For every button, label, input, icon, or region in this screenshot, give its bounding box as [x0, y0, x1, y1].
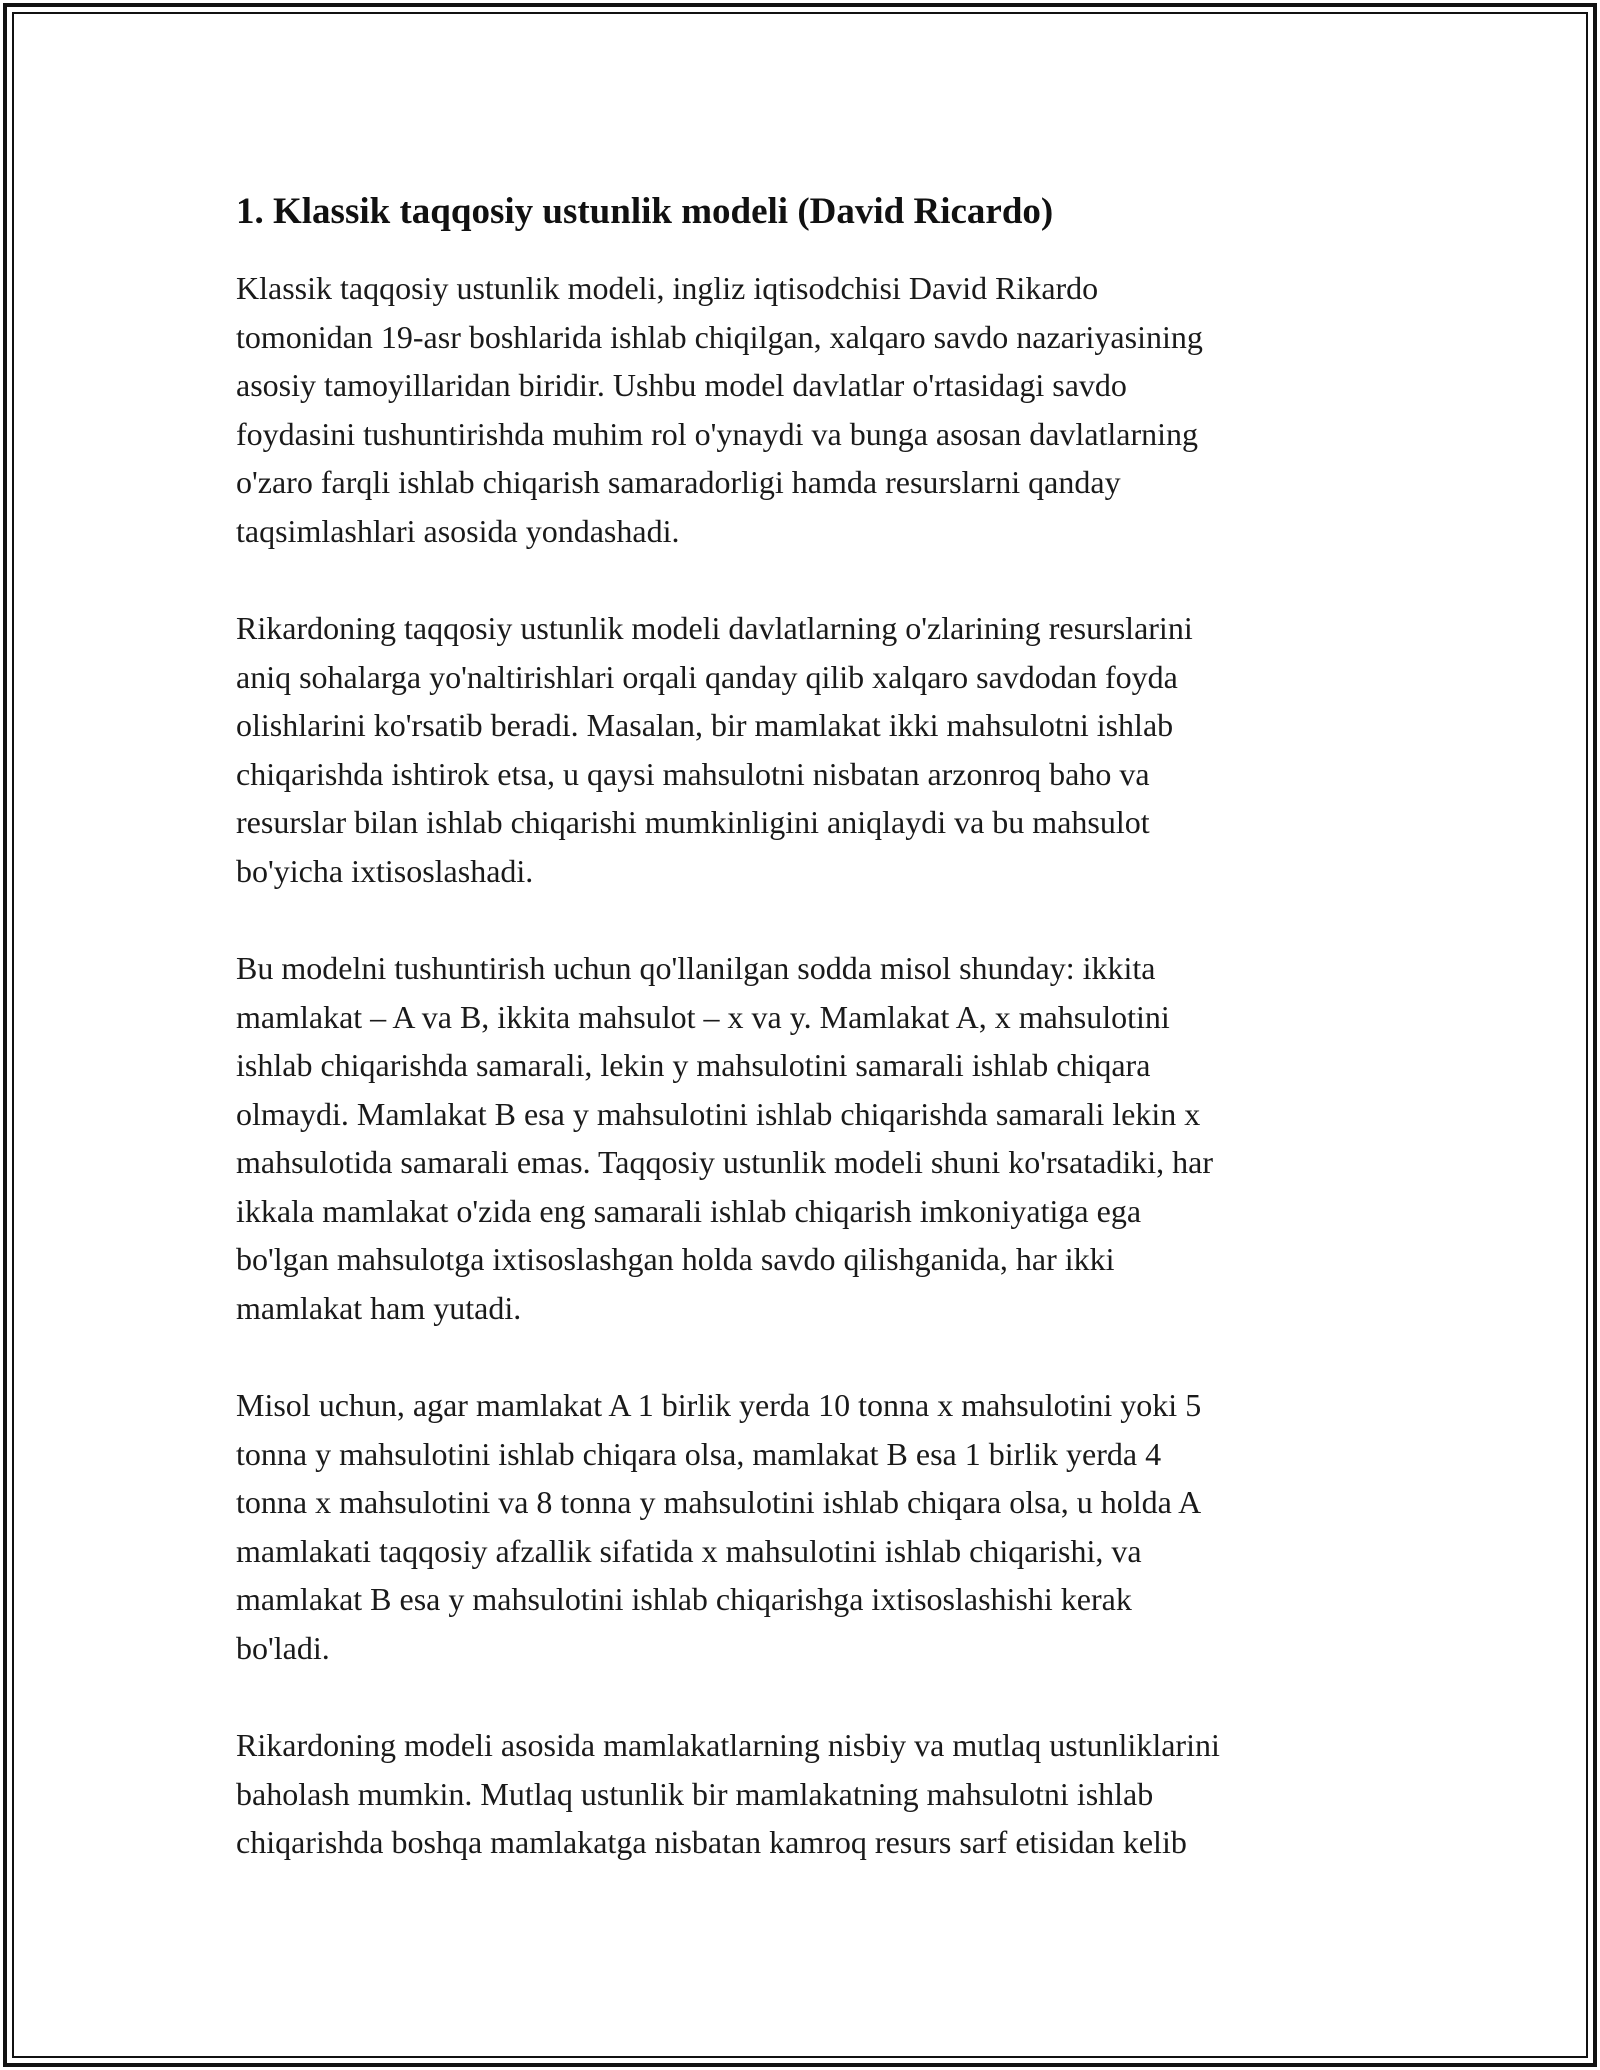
text-line: mamlakat – A va B, ikkita mahsulot – x va y. Mamlakat A, x mahsulotini — [236, 998, 1170, 1035]
text-line: ishlab chiqarishda samarali, lekin y mahsulotini samarali ishlab chiqara — [236, 1047, 1151, 1083]
text-line: tomonidan 19-asr boshlarida ishlab chiqilgan, xalqaro savdo nazariyasining — [236, 318, 1203, 355]
text-line: asosiy tamoyillaridan biridir. Ushbu model davlatlar o'rtasidagi savdo — [236, 367, 1127, 403]
text-line: baholash mumkin. Mutlaq ustunlik bir mamlakatning mahsulotni ishlab — [236, 1775, 1154, 1812]
paragraph — [236, 1721, 1376, 1867]
text-line: chiqarishda boshqa mamlakatga nisbatan kamroq resurs sarf etisidan kelib — [236, 1824, 1187, 1860]
text-line: Bu modelni tushuntirish uchun qo'llanilgan sodda misol shunday: ikkita — [236, 950, 1156, 986]
text-line: olishlarini ko'rsatib beradi. Masalan, bir mamlakat ikki mahsulotni ishlab — [236, 707, 1174, 743]
text-line: tonna y mahsulotini ishlab chiqara olsa, mamlakat B esa 1 birlik yerda 4 — [236, 1435, 1162, 1472]
text-line: mamlakat ham yutadi. — [236, 1289, 522, 1326]
section-heading: 1. Klassik taqqosiy ustunlik modeli (David Ricardo) — [236, 191, 1054, 232]
text-line: ikkala mamlakat o'zida eng samarali ishlab chiqarish imkoniyatiga ega — [236, 1192, 1142, 1229]
text-line: Klassik taqqosiy ustunlik modeli, ingliz iqtisodchisi David Rikardo — [236, 270, 1099, 306]
text-line: foydasini tushuntirishda muhim rol o'ynaydi va bunga asosan davlatlarning — [236, 415, 1199, 452]
paragraph — [236, 944, 1376, 1332]
text-line: bo'yicha ixtisoslashadi. — [236, 852, 534, 889]
text-line: chiqarishda ishtirok etsa, u qaysi mahsulotni nisbatan arzonroq baho va — [236, 755, 1150, 792]
text-line: Rikardoning modeli asosida mamlakatlarning nisbiy va mutlaq ustunliklarini — [236, 1727, 1220, 1763]
text-line: olmaydi. Mamlakat B esa y mahsulotini ishlab chiqarishda samarali lekin x — [236, 1095, 1201, 1132]
text-line: taqsimlashlari asosida yondashadi. — [236, 512, 680, 549]
paragraph — [236, 1381, 1376, 1672]
document-body — [236, 186, 1376, 1916]
text-line: Misol uchun, agar mamlakat A 1 birlik yerda 10 tonna x mahsulotini yoki 5 — [236, 1387, 1202, 1423]
text-line: mamlakati taqqosiy afzallik sifatida x mahsulotini ishlab chiqarishi, va — [236, 1532, 1142, 1569]
text-line: bo'lgan mahsulotga ixtisoslashgan holda savdo qilishganida, har ikki — [236, 1241, 1115, 1277]
text-line: tonna x mahsulotini va 8 tonna y mahsulotini ishlab chiqara olsa, u holda A — [236, 1484, 1202, 1520]
text-line: mamlakat B esa y mahsulotini ishlab chiqarishga ixtisoslashishi kerak — [236, 1581, 1132, 1617]
text-line: aniq sohalarga yo'naltirishlari orqali qanday qilib xalqaro savdodan foyda — [236, 658, 1178, 695]
text-line: resurslar bilan ishlab chiqarishi mumkinligini aniqlaydi va bu mahsulot — [236, 804, 1150, 840]
text-line: bo'ladi. — [236, 1629, 330, 1666]
text-line: Rikardoning taqqosiy ustunlik modeli davlatlarning o'zlarining resurslarini — [236, 610, 1193, 646]
paragraph — [236, 264, 1376, 555]
text-line: o'zaro farqli ishlab chiqarish samaradorligi hamda resurslarni qanday — [236, 464, 1121, 500]
paragraph — [236, 604, 1376, 895]
text-line: mahsulotida samarali emas. Taqqosiy ustunlik modeli shuni ko'rsatadiki, har — [236, 1144, 1213, 1180]
paragraph-list — [236, 264, 1376, 1867]
